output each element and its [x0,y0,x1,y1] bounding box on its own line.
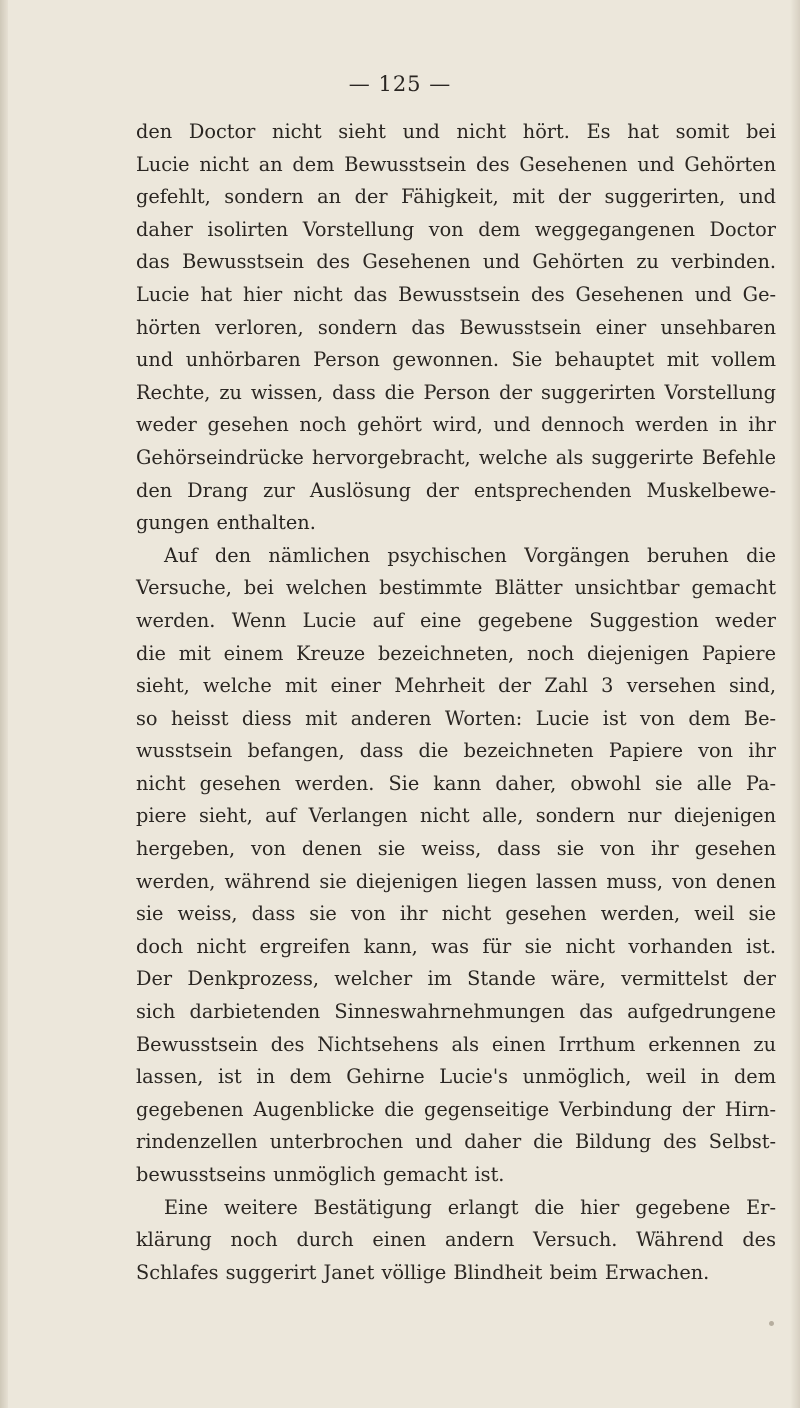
text-line: Bewusstsein des Nichtsehens als einen Irrthum erkennen zu [136,1032,776,1056]
text-line: Auf den nämlichen psychischen Vorgängen beruhen die [164,543,776,567]
ink-speck [769,1321,774,1326]
text-line: gegebenen Augenblicke die gegenseitige Verbindung der Hirn- [136,1097,776,1121]
text-line: werden. Wenn Lucie auf eine gegebene Suggestion weder [136,608,776,632]
text-line: so heisst diess mit anderen Worten: Lucie ist von dem Be- [136,706,776,730]
text-line: Lucie nicht an dem Bewusstsein des Gesehenen und Gehörten [136,152,776,176]
text-line: Eine weitere Bestätigung erlangt die hier gegebene Er- [164,1195,776,1219]
text-line: daher isolirten Vorstellung von dem weggegangenen Doctor [136,217,776,241]
text-line: wusstsein befangen, dass die bezeichneten Papiere von ihr [136,739,776,763]
text-line: rindenzellen unterbrochen und daher die Bildung des Selbst- [136,1130,776,1154]
text-line: den Doctor nicht sieht und nicht hört. Es hat somit bei [136,120,776,143]
text-line: Rechte, zu wissen, dass die Person der suggerirten Vorstellung [136,380,776,404]
text-line: den Drang zur Auslösung der entsprechenden Muskelbewe- [136,478,776,502]
text-line: hergeben, von denen sie weiss, dass sie von ihr gesehen [136,837,776,861]
text-line: Lucie hat hier nicht das Bewusstsein des Gesehenen und Ge- [136,282,776,306]
text-line: und unhörbaren Person gewonnen. Sie behauptet mit vollem [136,348,776,372]
text-line: werden, während sie diejenigen liegen lassen muss, von denen [136,869,776,893]
text-line: doch nicht ergreifen kann, was für sie nicht vorhanden ist. [136,934,776,958]
text-line: lassen, ist in dem Gehirne Lucie's unmöglich, weil in dem [136,1065,776,1089]
text-line: Schlafes suggerirt Janet völlige Blindheit beim Erwachen. [136,1260,710,1284]
body-text [136,116,776,1289]
text-line: bewusstseins unmöglich gemacht ist. [136,1163,505,1186]
text-line: das Bewusstsein des Gesehenen und Gehörten zu verbinden. [136,250,776,274]
text-line: die mit einem Kreuze bezeichneten, noch diejenigen Papiere [136,641,776,665]
text-line: Gehörseindrücke hervorgebracht, welche als suggerirte Befehle [136,445,776,469]
text-line: sie weiss, dass sie von ihr nicht gesehen werden, weil sie [136,902,776,926]
text-line: piere sieht, auf Verlangen nicht alle, sondern nur diejenigen [136,804,776,828]
text-line: klärung noch durch einen andern Versuch. Während des [136,1228,776,1252]
text-line: nicht gesehen werden. Sie kann daher, obwohl sie alle Pa- [136,771,776,795]
page-left-edge [0,0,8,1408]
page-right-edge [790,0,800,1408]
text-line: Versuche, bei welchen bestimmte Blätter unsichtbar gemacht [136,576,776,600]
text-line: gungen enthalten. [136,511,316,535]
text-line: sich darbietenden Sinneswahrnehmungen das aufgedrungene [136,1000,776,1024]
text-line: hörten verloren, sondern das Bewusstsein einer unsehbaren [136,315,776,339]
text-line: Der Denkprozess, welcher im Stande wäre, vermittelst der [136,967,776,991]
text-line: gefehlt, sondern an der Fähigkeit, mit der suggerirten, und [136,185,776,209]
page-number: — 125 — [348,72,452,96]
text-line: sieht, welche mit einer Mehrheit der Zahl 3 versehen sind, [136,674,776,698]
text-line: weder gesehen noch gehört wird, und dennoch werden in ihr [136,413,776,437]
